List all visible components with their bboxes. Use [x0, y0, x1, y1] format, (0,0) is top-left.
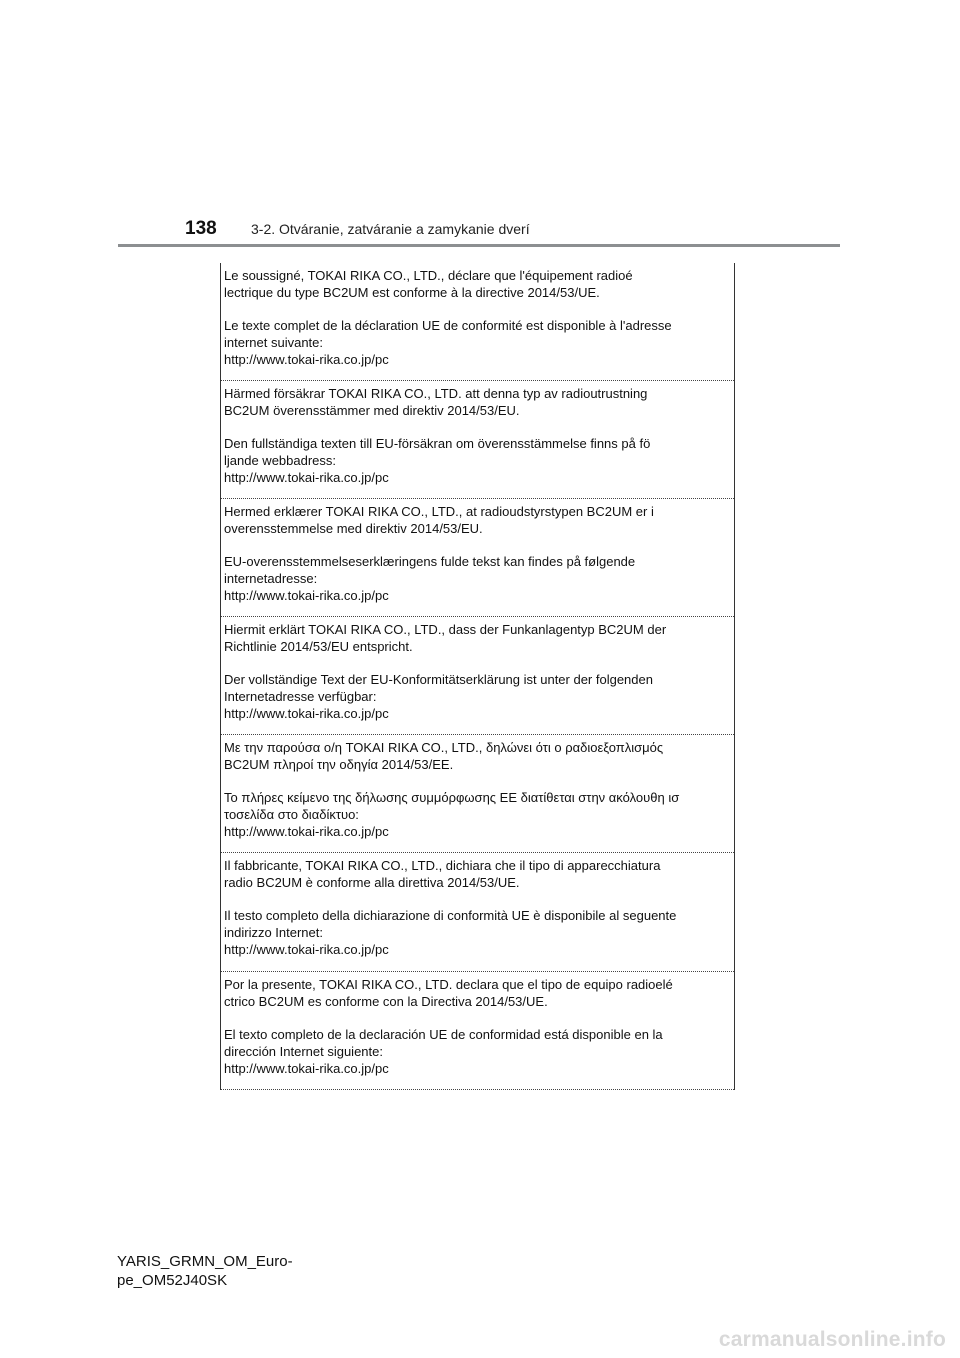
declaration-block-es [221, 972, 734, 1090]
declaration-text: BC2UM πληροί την οδηγία 2014/53/ΕΕ. [224, 757, 454, 773]
declaration-url: http://www.tokai-rika.co.jp/pc [224, 824, 389, 840]
declaration-text: internet suivante: [224, 335, 324, 350]
declaration-url: http://www.tokai-rika.co.jp/pc [224, 588, 389, 604]
declaration-text: Il testo completo della dichiarazione di conformità UE è disponibile al seguente [224, 908, 677, 924]
header-divider [118, 244, 840, 247]
declaration-text: Hermed erklærer TOKAI RIKA CO., LTD., at radioudstyrstypen BC2UM er i [224, 504, 654, 520]
declaration-url: http://www.tokai-rika.co.jp/pc [224, 470, 389, 486]
declaration-url: http://www.tokai-rika.co.jp/pc [224, 1060, 389, 1076]
declaration-text: dirección Internet siguiente: [224, 1043, 383, 1059]
section-title: 3-2. Otváranie, zatváranie a zamykanie dverí [251, 221, 530, 237]
declaration-url: http://www.tokai-rika.co.jp/pc [224, 942, 389, 958]
watermark: carmanualsonline.info [718, 1328, 946, 1351]
declaration-table [220, 263, 735, 1090]
declaration-text: Hiermit erklärt TOKAI RIKA CO., LTD., dass der Funkanlagentyp BC2UM der [224, 622, 667, 638]
declaration-text: Internetadresse verfügbar: [224, 689, 377, 705]
declaration-block-sv [221, 381, 734, 499]
declaration-text: Der vollständige Text der EU-Konformitätserklärung ist unter der folgenden [224, 672, 653, 688]
declaration-block-de [221, 617, 734, 735]
document-footer [117, 1252, 293, 1290]
declaration-block-da [221, 499, 734, 617]
declaration-text: Den fullständiga texten till EU-försäkran om överensstämmelse finns på fö [224, 436, 651, 452]
footer-line: YARIS_GRMN_OM_Euro- [117, 1253, 293, 1270]
declaration-text: radio BC2UM è conforme alla direttiva 2014/53/UE. [224, 875, 520, 891]
declaration-text: Le soussigné, TOKAI RIKA CO., LTD., déclare que l'équipement radioé [224, 268, 633, 283]
declaration-text: BC2UM överensstämmer med direktiv 2014/53/EU. [224, 403, 520, 419]
declaration-text: EU-overensstemmelseserklæringens fulde tekst kan findes på følgende [224, 554, 636, 570]
declaration-url: http://www.tokai-rika.co.jp/pc [224, 352, 389, 367]
declaration-url: http://www.tokai-rika.co.jp/pc [224, 706, 389, 722]
declaration-block-el [221, 735, 734, 853]
declaration-text: ljande webbadress: [224, 453, 337, 469]
declaration-text: Il fabbricante, TOKAI RIKA CO., LTD., dichiara che il tipo di apparecchiatura [224, 858, 661, 874]
declaration-block-it [221, 853, 734, 971]
footer-line: pe_OM52J40SK [117, 1272, 228, 1289]
declaration-block-fr [221, 263, 734, 381]
declaration-text: lectrique du type BC2UM est conforme à la directive 2014/53/UE. [224, 285, 600, 300]
declaration-text: Richtlinie 2014/53/EU entspricht. [224, 639, 413, 655]
declaration-text: ctrico BC2UM es conforme con la Directiva 2014/53/UE. [224, 993, 548, 1009]
declaration-text: τοσελίδα στο διαδίκτυο: [224, 807, 359, 823]
declaration-text: Με την παρούσα ο/η TOKAI RIKA CO., LTD., δηλώνει ότι ο ραδιοεξοπλισμός [224, 740, 664, 756]
declaration-text: Le texte complet de la déclaration UE de conformité est disponible à l'adresse [224, 318, 672, 333]
declaration-text: internetadresse: [224, 571, 318, 587]
declaration-text: Por la presente, TOKAI RIKA CO., LTD. declara que el tipo de equipo radioelé [224, 976, 673, 992]
declaration-text: Το πλήρες κείμενο της δήλωσης συμμόρφωσης ΕΕ διατίθεται στην ακόλουθη ισ [224, 790, 680, 806]
declaration-text: El texto completo de la declaración UE de conformidad está disponible en la [224, 1026, 663, 1042]
declaration-text: indirizzo Internet: [224, 925, 323, 941]
declaration-text: Härmed försäkrar TOKAI RIKA CO., LTD. att denna typ av radioutrustning [224, 386, 648, 402]
declaration-text: overensstemmelse med direktiv 2014/53/EU. [224, 521, 483, 537]
page-number: 138 [185, 218, 217, 239]
